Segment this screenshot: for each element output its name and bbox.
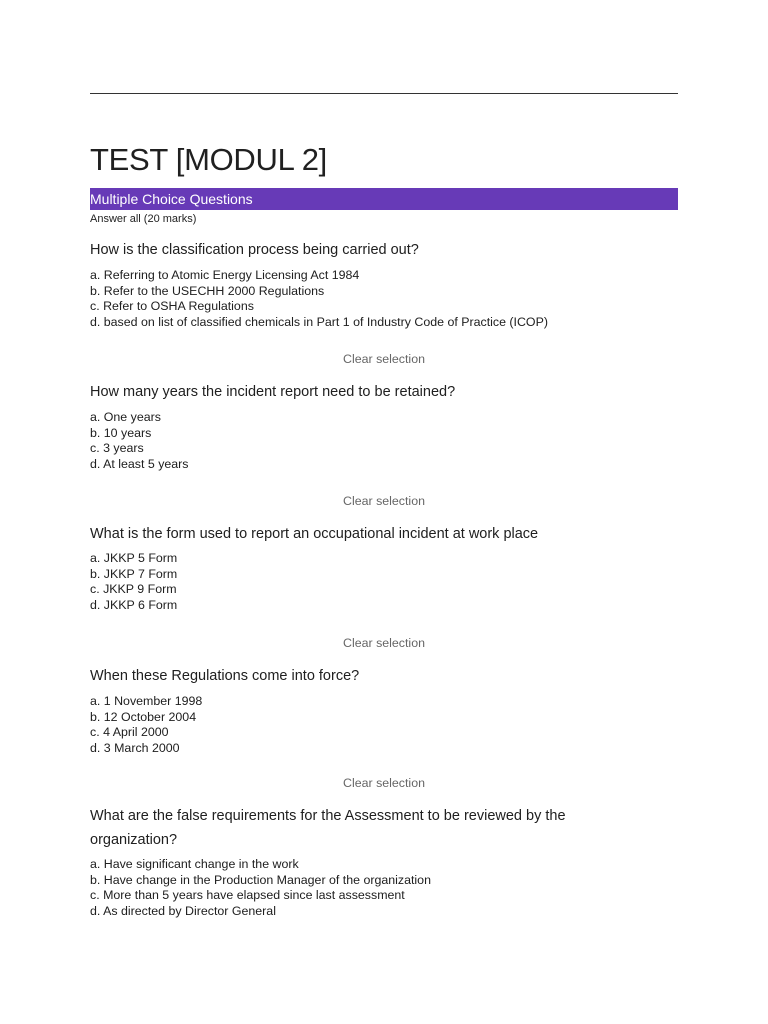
- option-d[interactable]: d. At least 5 years: [90, 456, 189, 471]
- option-list: [90, 551, 678, 613]
- option-list: [90, 410, 678, 472]
- option-c[interactable]: c. 4 April 2000: [90, 725, 169, 739]
- option-b[interactable]: b. JKKP 7 Form: [90, 566, 178, 581]
- question-1: [90, 238, 678, 330]
- question-4: [90, 664, 678, 756]
- option-c[interactable]: c. Refer to OSHA Regulations: [90, 299, 254, 313]
- question-text: How many years the incident report need to be retained?: [90, 384, 456, 400]
- question-text: When these Regulations come into force?: [90, 668, 360, 684]
- option-d[interactable]: d. 3 March 2000: [90, 740, 180, 755]
- question-text: How is the classification process being carried out?: [90, 242, 419, 258]
- option-a[interactable]: a. Referring to Atomic Energy Licensing Act 1984: [90, 268, 360, 282]
- question-5: [90, 804, 678, 919]
- option-list: [90, 268, 678, 330]
- question-3: [90, 522, 678, 613]
- option-a[interactable]: a. One years: [90, 410, 161, 424]
- option-d[interactable]: d. JKKP 6 Form: [90, 597, 178, 612]
- clear-selection-button-3[interactable]: Clear selection: [343, 636, 425, 650]
- option-a[interactable]: a. 1 November 1998: [90, 694, 203, 708]
- option-c[interactable]: c. More than 5 years have elapsed since last assessment: [90, 888, 405, 902]
- clear-selection-button-4[interactable]: Clear selection: [343, 776, 425, 790]
- clear-selection-button-1[interactable]: Clear selection: [343, 352, 425, 366]
- option-list: [90, 694, 678, 756]
- form-title: TEST [MODUL 2]: [90, 142, 327, 177]
- option-c[interactable]: c. JKKP 9 Form: [90, 582, 177, 596]
- section-title: Multiple Choice Questions: [90, 191, 253, 207]
- option-d[interactable]: d. based on list of classified chemicals in Part 1 of Industry Code of Practice (ICOP): [90, 314, 548, 329]
- section-description: Answer all (20 marks): [90, 213, 197, 225]
- clear-selection-button-2[interactable]: Clear selection: [343, 494, 425, 508]
- question-text: What are the false requirements for the Assessment to be reviewed by the organization?: [90, 808, 566, 848]
- option-a[interactable]: a. JKKP 5 Form: [90, 551, 178, 565]
- option-b[interactable]: b. Refer to the USECHH 2000 Regulations: [90, 283, 325, 298]
- option-d[interactable]: d. As directed by Director General: [90, 903, 276, 918]
- section-header: [90, 188, 678, 210]
- question-2: [90, 380, 678, 472]
- question-text: What is the form used to report an occupational incident at work place: [90, 526, 539, 542]
- option-c[interactable]: c. 3 years: [90, 441, 144, 455]
- option-b[interactable]: b. Have change in the Production Manager of the organization: [90, 872, 431, 887]
- option-b[interactable]: b. 12 October 2004: [90, 709, 197, 724]
- option-a[interactable]: a. Have significant change in the work: [90, 857, 299, 871]
- option-b[interactable]: b. 10 years: [90, 425, 152, 440]
- option-list: [90, 857, 678, 919]
- top-divider: [90, 93, 678, 94]
